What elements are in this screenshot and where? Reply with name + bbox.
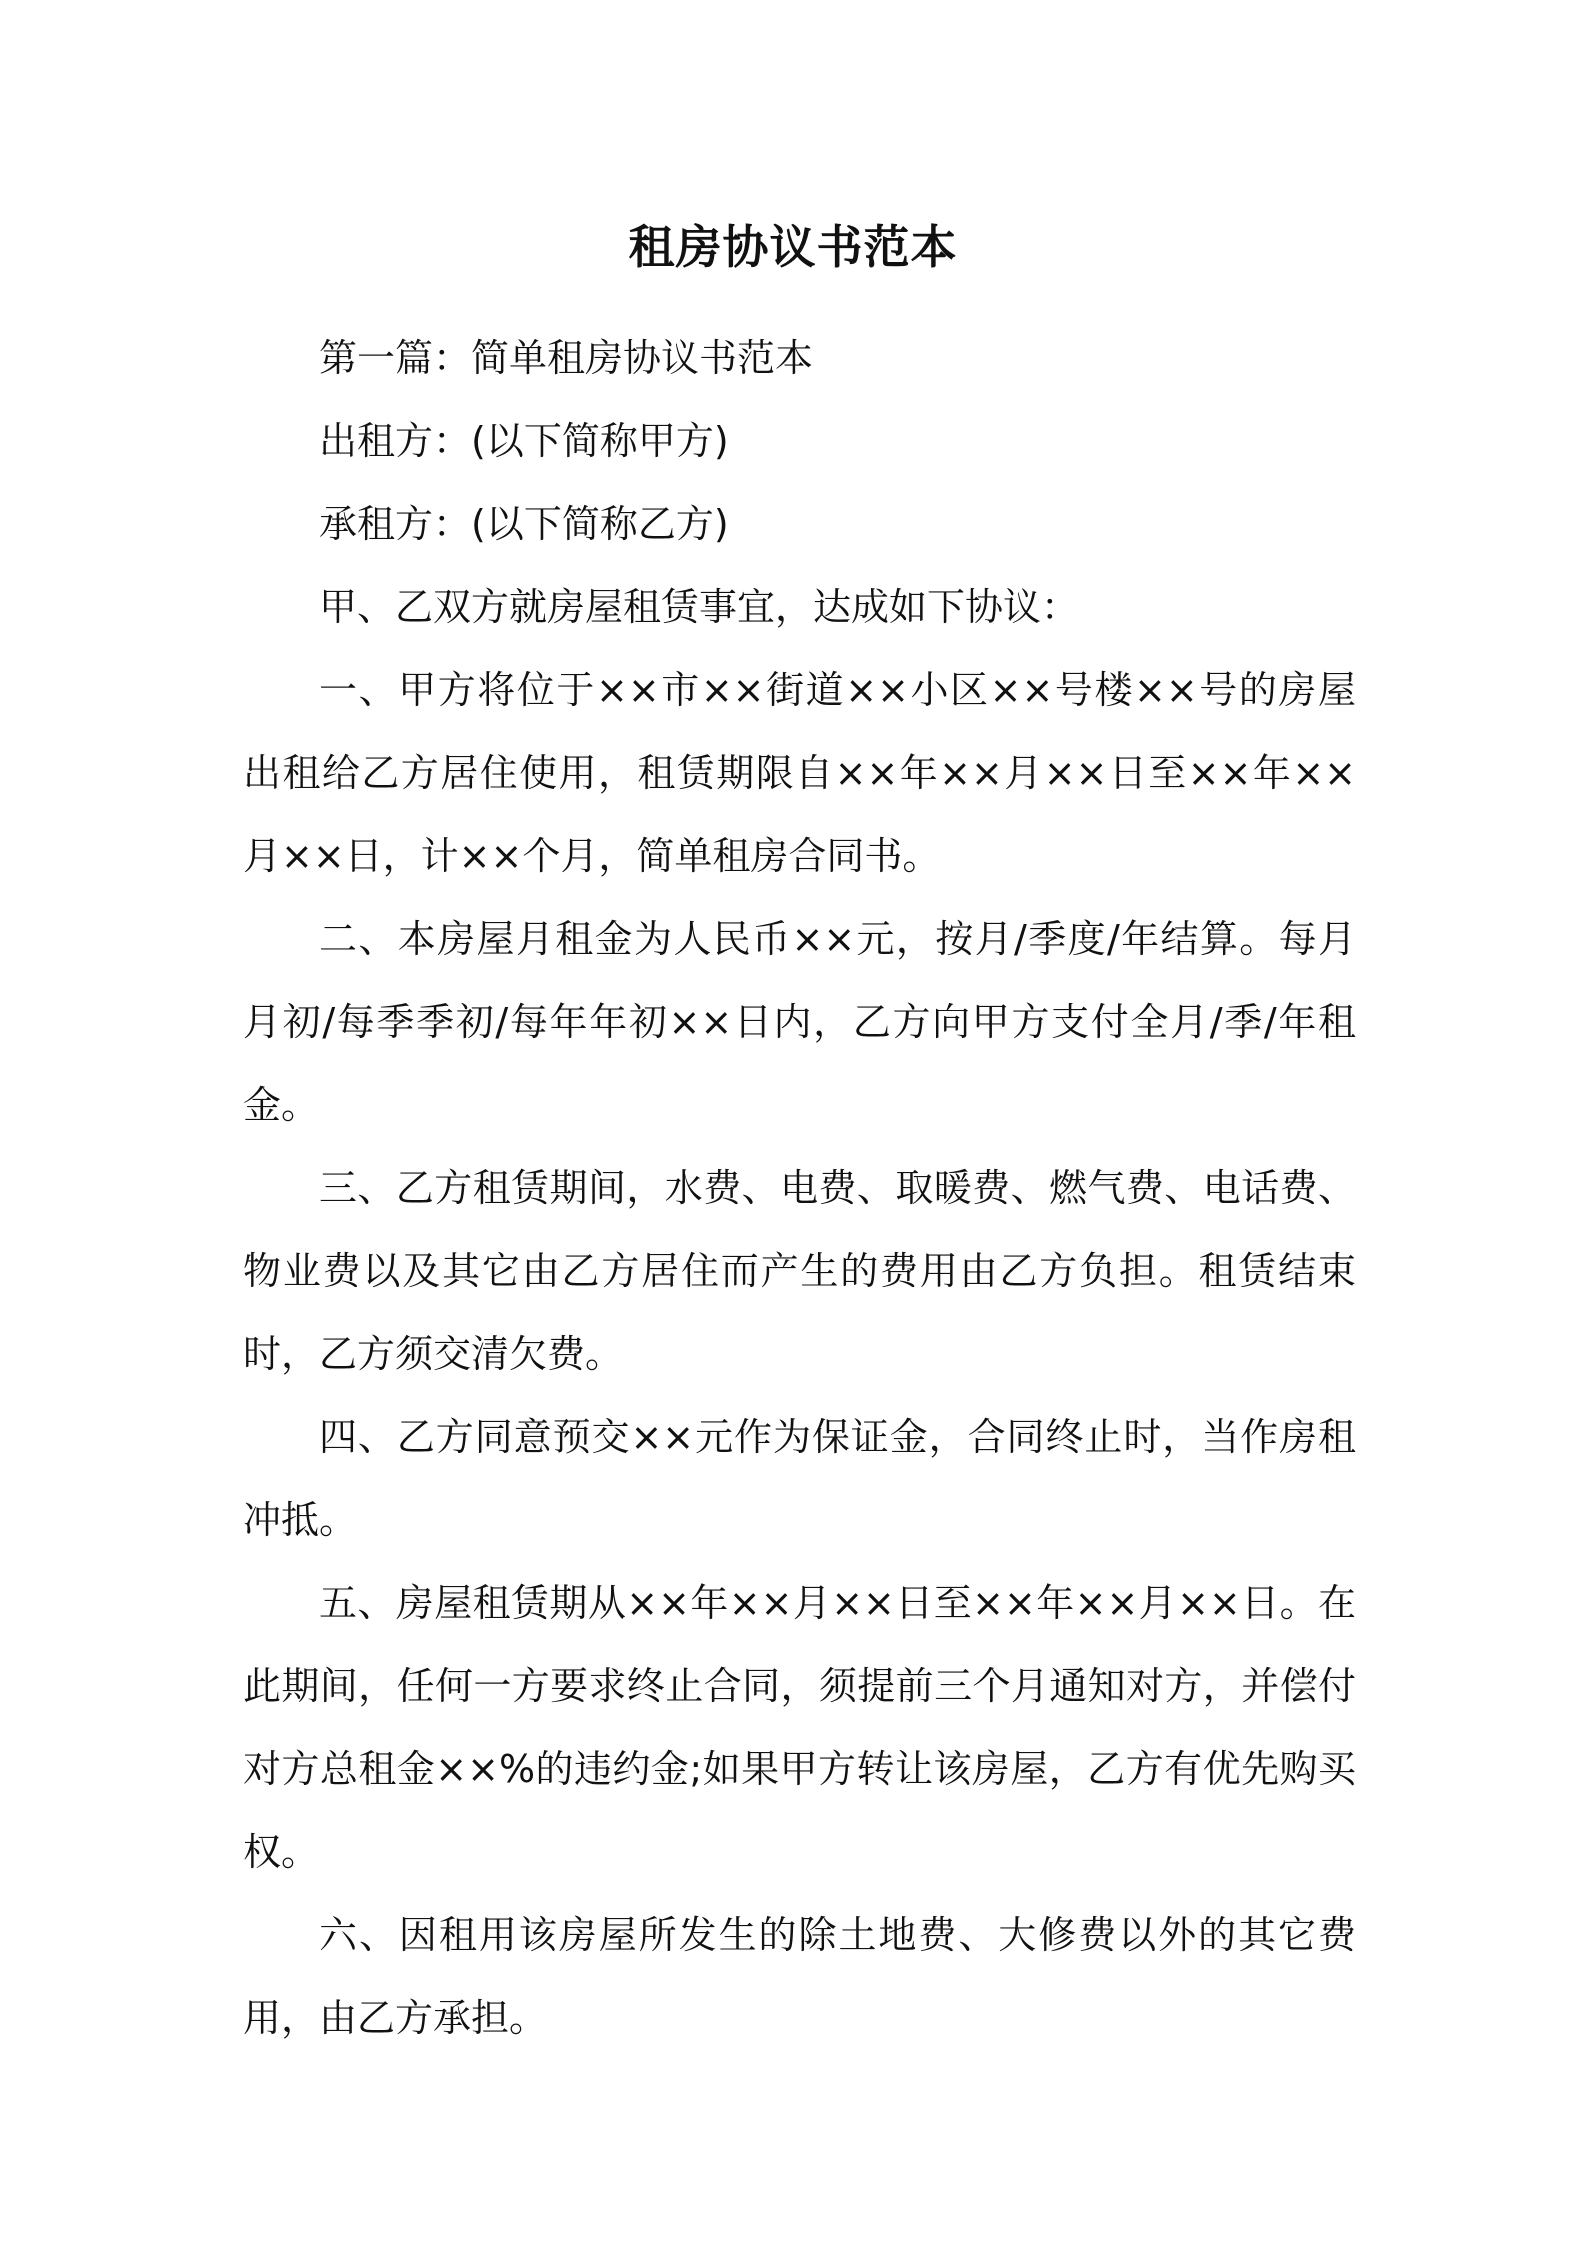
lessee-line: 承租方：(以下简称乙方) [319, 502, 729, 546]
clause-1: 一、甲方将位于××市××街道××小区××号楼××号的房屋出租给乙方居住使用，租赁期限自××年××月××日至××年××月××日，计××个月，简单租房合同书。 [243, 668, 1356, 878]
clause-2: 二、本房屋月租金为人民币××元，按月/季度/年结算。每月月初/每季季初/每年年初××日内，乙方向甲方支付全月/季/年租金。 [243, 917, 1356, 1127]
clause-4: 四、乙方同意预交××元作为保证金，合同终止时，当作房租冲抵。 [243, 1415, 1356, 1542]
document-title: 租房协议书范本 [628, 220, 958, 274]
lessor-line: 出租方：(以下简称甲方) [319, 419, 729, 463]
clause-5: 五、房屋租赁期从××年××月××日至××年××月××日。在此期间，任何一方要求终止合同，须提前三个月通知对方，并偿付对方总租金××%的违约金;如果甲方转让该房屋，乙方有优先购买权。 [243, 1581, 1356, 1874]
clause-6: 六、因租用该房屋所发生的除土地费、大修费以外的其它费用，由乙方承担。 [243, 1913, 1356, 2040]
clause-3: 三、乙方租赁期间，水费、电费、取暖费、燃气费、电话费、物业费以及其它由乙方居住而产生的费用由乙方负担。租赁结束时，乙方须交清欠费。 [243, 1166, 1356, 1376]
document-body [243, 317, 1356, 2060]
agreement-intro: 甲、乙双方就房屋租赁事宜，达成如下协议： [319, 585, 1080, 629]
section-heading: 第一篇：简单租房协议书范本 [319, 336, 814, 380]
